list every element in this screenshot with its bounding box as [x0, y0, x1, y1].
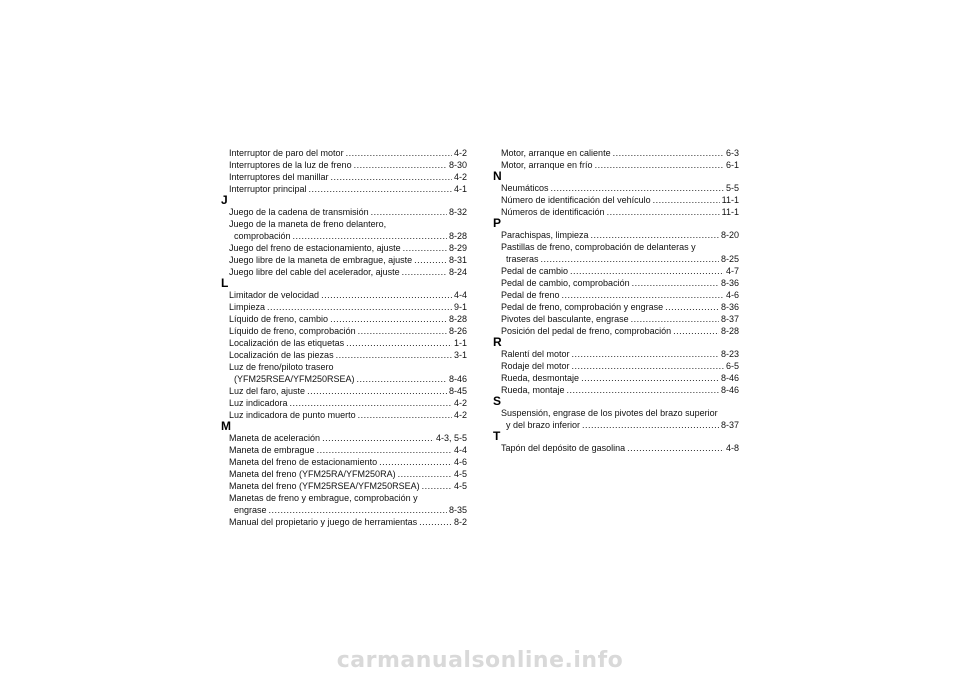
index-entry-line: Juego de la maneta de freno delantero,	[229, 219, 387, 229]
index-entry-page: 8-31	[448, 255, 467, 265]
index-entry-text: Pedal de cambio	[501, 266, 569, 276]
dot-leader	[290, 397, 452, 409]
index-letter-heading: S	[493, 394, 502, 408]
index-entry	[501, 265, 739, 277]
index-entry-text: Juego libre de la maneta de embrague, ajuste	[229, 255, 413, 265]
dot-leader	[567, 384, 719, 396]
index-entry-text: Limitador de velocidad	[229, 290, 320, 300]
index-entry-page: 4-2	[453, 172, 467, 182]
index-entry-text: y del brazo inferior	[506, 420, 581, 430]
index-entry-page: 8-37	[720, 314, 739, 324]
dot-leader	[627, 442, 724, 454]
index-letter-heading: P	[493, 216, 502, 230]
dot-leader	[357, 373, 447, 385]
dot-leader	[358, 325, 447, 337]
index-entry	[229, 266, 467, 278]
dot-leader	[267, 301, 452, 313]
dot-leader	[307, 385, 447, 397]
index-entry	[501, 419, 739, 431]
dot-leader	[653, 194, 720, 206]
index-entry-text: Posición del pedal de freno, comprobación	[501, 326, 672, 336]
index-entry-text: Rodaje del motor	[501, 361, 570, 371]
index-entry	[501, 289, 739, 301]
index-entry-text: Números de identificación	[501, 207, 605, 217]
index-entry-line: Suspensión, engrase de los pivotes del brazo superior	[501, 408, 718, 418]
index-entry	[501, 442, 739, 454]
index-entry-text: Neumáticos	[501, 183, 549, 193]
index-entry-page: 8-25	[720, 254, 739, 264]
dot-leader	[346, 147, 452, 159]
index-entry-text: Interruptor principal	[229, 184, 307, 194]
index-entry-text: Juego del freno de estacionamiento, ajuste	[229, 243, 401, 253]
index-entry-text: Ralentí del motor	[501, 349, 570, 359]
index-entry-page: 3-1	[453, 350, 467, 360]
index-entry-page: 4-5	[453, 481, 467, 491]
index-entry	[229, 289, 467, 301]
index-entry-page: 8-32	[448, 207, 467, 217]
index-entry-text: Maneta del freno (YFM25RSEA/YFM250RSEA)	[229, 481, 420, 491]
index-entry-page: 4-5	[453, 469, 467, 479]
index-entry-text: Luz indicadora de punto muerto	[229, 410, 356, 420]
index-entry	[229, 456, 467, 468]
dot-leader	[414, 254, 447, 266]
index-entry-page: 4-1	[453, 184, 467, 194]
dot-leader	[562, 289, 724, 301]
index-entry-text: engrase	[234, 505, 267, 515]
index-entry	[501, 372, 739, 384]
index-letter-heading: M	[221, 419, 231, 433]
index-entry-text: Localización de las etiquetas	[229, 338, 345, 348]
dot-leader	[269, 504, 447, 516]
index-entry	[229, 397, 467, 409]
dot-leader	[673, 325, 719, 337]
index-entry-text: Maneta de aceleración	[229, 433, 321, 443]
index-entry-page: 5-5	[725, 183, 739, 193]
index-entry	[229, 444, 467, 456]
index-entry	[229, 409, 467, 421]
dot-leader	[422, 480, 452, 492]
index-letter-heading: R	[493, 335, 502, 349]
dot-leader	[354, 159, 447, 171]
index-entry	[229, 242, 467, 254]
index-entry-page: 4-7	[725, 266, 739, 276]
dot-leader	[591, 229, 719, 241]
index-entry-text: Interruptores del manillar	[229, 172, 329, 182]
index-entry-text: Localización de las piezas	[229, 350, 334, 360]
index-entry-page: 6-3	[725, 148, 739, 158]
index-entry-text: Pedal de freno	[501, 290, 560, 300]
dot-leader	[398, 468, 452, 480]
index-entry	[229, 301, 467, 313]
index-entry	[501, 348, 739, 360]
dot-leader	[582, 419, 719, 431]
index-entry-text: Manual del propietario y juego de herramientas	[229, 517, 418, 527]
index-entry-page: 8-23	[720, 349, 739, 359]
index-entry-page: 8-36	[720, 278, 739, 288]
index-entry	[229, 468, 467, 480]
index-entry	[229, 159, 467, 171]
index-entry-text: Rueda, montaje	[501, 385, 565, 395]
index-entry	[229, 147, 467, 159]
dot-leader	[321, 289, 452, 301]
index-entry-page: 8-28	[448, 314, 467, 324]
index-entry-text: Maneta de embrague	[229, 445, 315, 455]
index-entry	[229, 337, 467, 349]
index-entry	[229, 385, 467, 397]
index-entry-page: 4-2	[453, 410, 467, 420]
dot-leader	[331, 171, 452, 183]
dot-leader	[371, 206, 447, 218]
index-entry-page: 8-29	[448, 243, 467, 253]
index-entry-page: 8-26	[448, 326, 467, 336]
index-entry-page: 8-45	[448, 386, 467, 396]
index-entry-text: Maneta del freno (YFM25RA/YFM250RA)	[229, 469, 396, 479]
index-entry	[501, 229, 739, 241]
index-entry-text: Juego de la cadena de transmisión	[229, 207, 369, 217]
dot-leader	[309, 183, 452, 195]
index-entry	[229, 183, 467, 195]
index-entry	[501, 301, 739, 313]
index-entry-page: 4-2	[453, 398, 467, 408]
index-entry-page: 4-4	[453, 445, 467, 455]
index-entry-page: 4-8	[725, 443, 739, 453]
index-entry-text: Motor, arranque en frío	[501, 160, 593, 170]
dot-leader	[419, 516, 452, 528]
index-entry-page: 4-6	[725, 290, 739, 300]
index-entry	[229, 254, 467, 266]
index-entry	[229, 313, 467, 325]
index-letter-heading: J	[221, 193, 228, 207]
index-entry-text: Pivotes del basculante, engrase	[501, 314, 629, 324]
dot-leader	[631, 313, 719, 325]
index-entry-text: Interruptores de la luz de freno	[229, 160, 352, 170]
dot-leader	[330, 313, 447, 325]
index-column-right	[493, 147, 739, 454]
index-entry-text: Líquido de freno, comprobación	[229, 326, 356, 336]
dot-leader	[322, 432, 434, 444]
index-entry-page: 4-4	[453, 290, 467, 300]
index-entry-text: Tapón del depósito de gasolina	[501, 443, 626, 453]
index-entry-page: 11-1	[721, 207, 739, 217]
index-entry-text: comprobación	[234, 231, 291, 241]
dot-leader	[403, 242, 447, 254]
index-entry-page: 6-1	[725, 160, 739, 170]
dot-leader	[607, 206, 720, 218]
index-entry-page: 8-46	[720, 385, 739, 395]
index-entry	[229, 349, 467, 361]
index-entry-page: 9-1	[453, 302, 467, 312]
index-entry-page: 6-5	[725, 361, 739, 371]
index-entry-text: Rueda, desmontaje	[501, 373, 580, 383]
index-entry	[229, 504, 467, 516]
index-entry	[229, 516, 467, 528]
index-entry-text: Parachispas, limpieza	[501, 230, 589, 240]
index-entry	[229, 325, 467, 337]
dot-leader	[572, 360, 724, 372]
index-entry	[501, 182, 739, 194]
dot-leader	[293, 230, 447, 242]
index-entry	[501, 253, 739, 265]
index-entry-text: Número de identificación del vehículo	[501, 195, 651, 205]
index-entry-text: Motor, arranque en caliente	[501, 148, 611, 158]
index-letter-heading: N	[493, 169, 502, 183]
index-entry	[501, 325, 739, 337]
index-entry	[501, 194, 739, 206]
dot-leader	[665, 301, 719, 313]
index-entry	[229, 432, 467, 444]
index-entry	[501, 159, 739, 171]
index-entry-page: 8-24	[448, 267, 467, 277]
dot-leader	[581, 372, 719, 384]
dot-leader	[379, 456, 452, 468]
index-entry-text: (YFM25RSEA/YFM250RSEA)	[234, 374, 355, 384]
index-entry-page: 11-1	[721, 195, 739, 205]
index-entry-text: traseras	[506, 254, 539, 264]
index-entry-page: 4-2	[453, 148, 467, 158]
index-entry	[501, 313, 739, 325]
index-entry-text: Juego libre del cable del acelerador, ajuste	[229, 267, 400, 277]
index-entry-page: 8-36	[720, 302, 739, 312]
dot-leader	[572, 348, 719, 360]
index-entry	[229, 171, 467, 183]
index-entry-page: 8-35	[448, 505, 467, 515]
index-entry-text: Luz indicadora	[229, 398, 288, 408]
dot-leader	[595, 159, 724, 171]
index-entry	[229, 206, 467, 218]
dot-leader	[632, 277, 719, 289]
index-entry-page: 4-6	[453, 457, 467, 467]
dot-leader	[551, 182, 724, 194]
index-entry	[229, 230, 467, 242]
index-column-left	[221, 147, 467, 528]
index-entry	[229, 480, 467, 492]
dot-leader	[613, 147, 724, 159]
index-entry-line: Manetas de freno y embrague, comprobación y	[229, 493, 418, 503]
index-entry-text: Pedal de freno, comprobación y engrase	[501, 302, 664, 312]
dot-leader	[570, 265, 724, 277]
index-entry-text: Limpieza	[229, 302, 266, 312]
index-entry-text: Líquido de freno, cambio	[229, 314, 329, 324]
index-entry-page: 4-3, 5-5	[435, 433, 467, 443]
index-entry-page: 8-28	[720, 326, 739, 336]
index-entry	[501, 147, 739, 159]
index-entry-text: Maneta del freno de estacionamiento	[229, 457, 378, 467]
index-entry	[501, 206, 739, 218]
dot-leader	[336, 349, 452, 361]
index-entry	[501, 277, 739, 289]
index-entry-page: 1-1	[453, 338, 467, 348]
index-entry-text: Luz del faro, ajuste	[229, 386, 306, 396]
index-entry	[501, 360, 739, 372]
index-letter-heading: T	[493, 429, 501, 443]
index-entry-text: Pedal de cambio, comprobación	[501, 278, 630, 288]
dot-leader	[541, 253, 719, 265]
index-entry-page: 8-46	[448, 374, 467, 384]
index-entry-page: 8-37	[720, 420, 739, 430]
dot-leader	[402, 266, 447, 278]
index-entry-text: Interruptor de paro del motor	[229, 148, 344, 158]
index-entry-line: Luz de freno/piloto trasero	[229, 362, 334, 372]
index-entry-page: 8-46	[720, 373, 739, 383]
dot-leader	[346, 337, 452, 349]
dot-leader	[317, 444, 452, 456]
index-letter-heading: L	[221, 276, 229, 290]
index-entry	[501, 384, 739, 396]
index-entry-page: 8-30	[448, 160, 467, 170]
index-entry-line: Pastillas de freno, comprobación de delanteras y	[501, 242, 696, 252]
index-entry-page: 8-20	[720, 230, 739, 240]
index-entry-page: 8-28	[448, 231, 467, 241]
watermark: carmanualsonline.info	[336, 648, 624, 673]
dot-leader	[358, 409, 452, 421]
index-entry	[229, 373, 467, 385]
index-entry-page: 8-2	[453, 517, 467, 527]
